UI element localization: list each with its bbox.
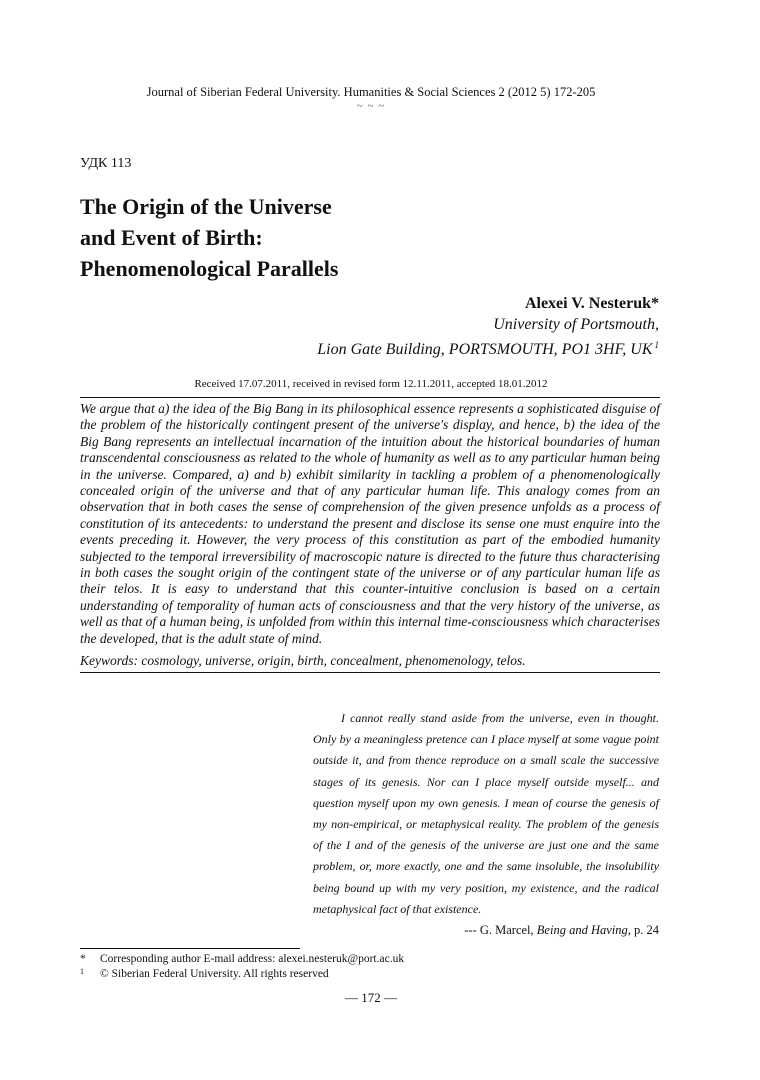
title-line: Phenomenological Parallels bbox=[80, 256, 339, 281]
epigraph-text: I cannot really stand aside from the universe, even in thought. Only by a meaningless pretence can I place myself at some vague point outside it, and from thence reproduce on a small scale the successive stages of its genesis. Nor can I place myself outside myself... and question myself upon my own genesis. I mean of course the genesis of my non-empirical, or metaphysical reality. The problem of the genesis of the I and of the genesis of the universe are just one and the same problem, or, more exactly, one and the same insoluble, the insolubility being bound up with my very position, my existence, and the radical metaphysical fact of that existence. bbox=[313, 711, 659, 916]
title-line: and Event of Birth: bbox=[80, 225, 263, 250]
paper-title bbox=[80, 191, 540, 284]
footnote-copyright bbox=[80, 967, 404, 982]
affiliation-mark: 1 bbox=[654, 340, 659, 350]
footnote-text: © Siberian Federal University. All rights reserved bbox=[100, 968, 329, 980]
footnote-text: Corresponding author E-mail address: alexei.nesteruk@port.ac.uk bbox=[100, 953, 405, 965]
attribution-prefix: --- G. Marcel, bbox=[464, 923, 537, 938]
footnote-mark: * bbox=[80, 953, 86, 965]
title-line: The Origin of the Universe bbox=[80, 194, 332, 219]
footnote-divider bbox=[80, 948, 300, 949]
header-separator: ~ ~ ~ bbox=[356, 100, 386, 112]
epigraph bbox=[313, 708, 659, 941]
received-dates: Received 17.07.2011, received in revised form 12.11.2011, accepted 18.01.2012 bbox=[194, 378, 548, 390]
abstract-section bbox=[80, 397, 660, 673]
author-address-text: Lion Gate Building, PORTSMOUTH, PO1 3HF, UK bbox=[317, 341, 653, 358]
footnotes bbox=[80, 952, 404, 982]
author-name: Alexei V. Nesteruk* bbox=[524, 295, 659, 312]
author-address bbox=[317, 335, 659, 360]
footnote-corresponding bbox=[80, 952, 404, 967]
attribution-suffix: , p. 24 bbox=[627, 923, 659, 938]
page-number: — 172 — bbox=[345, 990, 397, 1005]
author-affiliation: University of Portsmouth, bbox=[493, 316, 659, 333]
author-block bbox=[317, 293, 659, 360]
keywords: Keywords: cosmology, universe, origin, birth, concealment, phenomenology, telos. bbox=[80, 653, 526, 669]
abstract-text: We argue that a) the idea of the Big Bang in its philosophical essence represents a sophisticated disguise of the problem of the historically contingent present of the universe's display, and hence, b) the idea of the Big Bang represents an intellectual incarnation of the intuition about the historical boundaries of human transcendental consciousness as related to the whole of humanity as well as to any particular human being in the universe. Compared, a) and b) exhibit similarity in tackling a problem of a phenomenologically concealed origin of the universe and that of any particular human life. This analogy comes from an observation that in both cases the sense of comprehension of the given presence unfolds as a process of constitution of its antecedents: to understand the present and disclose its sense one must enquire into the events preceding it. However, the very process of this constitution as part of the embodied humanity subjected to the temporal irreversibility of macroscopic nature is directed to the future thus characterising in both cases the sought origin of the contingent state of the universe or of any particular human life as their telos. It is easy to understand that this counter-intuitive conclusion is based on a certain understanding of temporality of human acts of consciousness and that the very history of the universe, as well as that of a human being, is unfolded from within this internal time-consciousness which characterises the developed, that is the adult state of mind. bbox=[80, 401, 660, 646]
footnote-mark: 1 bbox=[80, 967, 84, 976]
attribution-work: Being and Having bbox=[536, 923, 628, 938]
udk-code: УДК 113 bbox=[80, 156, 132, 171]
journal-header: Journal of Siberian Federal University. Humanities & Social Sciences 2 (2012 5) 172-205 bbox=[146, 85, 596, 99]
epigraph-attribution bbox=[313, 920, 659, 941]
